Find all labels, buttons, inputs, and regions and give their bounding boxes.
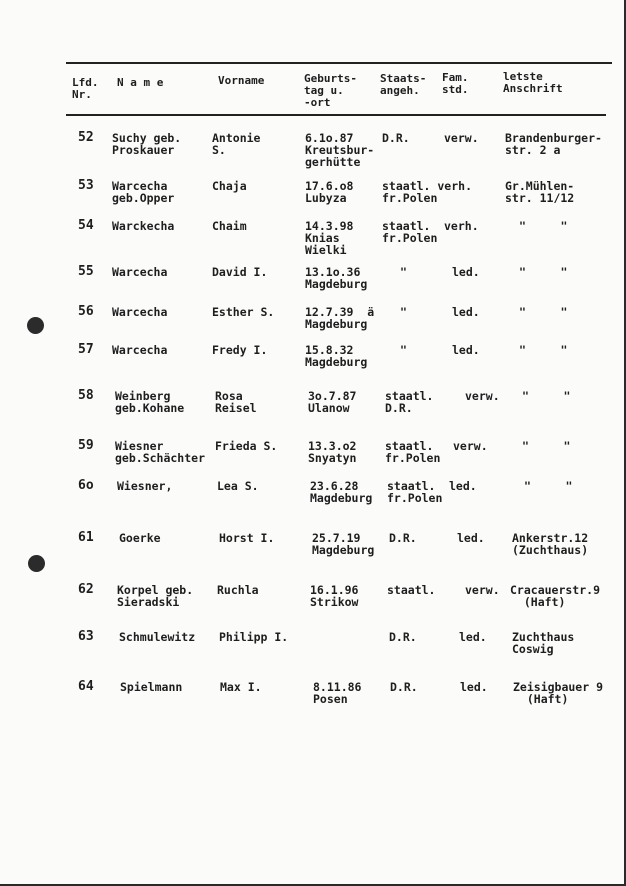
cell-nr: 57 [78,342,94,357]
cell-fam: led. [449,479,477,493]
cell-anschrift: " " [519,305,568,319]
cell-staat: staatl. fr.Polen [382,219,438,245]
cell-fam: verw. [444,131,479,145]
cell-fam: led. [457,531,485,545]
cell-staat: D.R. [390,680,418,694]
cell-staat: staatl. fr.Polen [387,479,443,505]
cell-staat: staatl. fr.Polen [385,439,441,465]
header-lfd-nr: Lfd. Nr. [72,76,99,101]
cell-staat: staatl. verh. fr.Polen [382,179,473,205]
cell-vorname: Ruchla [217,583,259,597]
cell-fam: led. [452,343,480,357]
cell-fam: verh. [444,219,479,233]
cell-geburt: 6.1o.87 Kreutsbur- gerhütte [305,131,375,169]
cell-geburt: 8.11.86 Posen [313,680,362,706]
cell-nr: 6o [78,478,94,493]
cell-anschrift: " " [519,265,568,279]
cell-name: Warckecha [112,219,175,233]
cell-nr: 58 [78,388,94,403]
cell-nr: 61 [78,530,94,545]
cell-nr: 63 [78,629,94,644]
cell-name: Warcecha [112,265,168,279]
cell-geburt: 25.7.19 Magdeburg [312,531,375,557]
cell-name: Korpel geb. Sieradski [117,583,194,609]
cell-nr: 62 [78,582,94,597]
header-geburt: Geburts- tag u. -ort [304,72,357,109]
punch-hole-top [27,317,44,334]
cell-fam: verw. [465,583,500,597]
cell-geburt: 17.6.o8 Lubyza [305,179,354,205]
cell-geburt: 15.8.32 Magdeburg [305,343,368,369]
cell-fam: led. [452,265,480,279]
cell-staat: staatl. [387,583,436,597]
cell-anschrift: Zuchthaus Coswig [512,630,575,656]
cell-fam: verw. [465,389,500,403]
cell-geburt: 23.6.28 Magdeburg [310,479,373,505]
cell-nr: 53 [78,178,94,193]
cell-fam: verw. [453,439,488,453]
cell-name: Suchy geb. Proskauer [112,131,182,157]
cell-staat: D.R. [389,630,417,644]
cell-vorname: David I. [212,265,268,279]
cell-geburt: 13.1o.36 Magdeburg [305,265,368,291]
cell-name: Warcecha [112,305,168,319]
cell-fam: led. [452,305,480,319]
cell-fam: led. [459,630,487,644]
cell-vorname: Rosa Reisel [215,389,257,415]
cell-vorname: Max I. [220,680,262,694]
cell-vorname: Lea S. [217,479,259,493]
cell-name: Wiesner geb.Schächter [115,439,206,465]
cell-nr: 59 [78,438,94,453]
cell-staat: " [400,265,407,279]
cell-nr: 55 [78,264,94,279]
cell-anschrift: Ankerstr.12 (Zuchthaus) [512,531,589,557]
cell-staat: staatl. D.R. [385,389,434,415]
cell-name: Schmulewitz [119,630,196,644]
cell-anschrift: Brandenburger- str. 2 a [505,131,602,157]
cell-name: Warcecha [112,343,168,357]
cell-staat: D.R. [382,131,410,145]
cell-anschrift: Cracauerstr.9 (Haft) [510,583,601,609]
cell-nr: 52 [78,130,94,145]
cell-vorname: Fredy I. [212,343,268,357]
cell-geburt: 12.7.39 ä Magdeburg [305,305,375,331]
header-bottom-rule [66,114,606,116]
cell-geburt: 14.3.98 Knias Wielki [305,219,354,257]
cell-anschrift: " " [522,439,571,453]
cell-vorname: Esther S. [212,305,275,319]
header-familienstand: Fam. std. [442,71,469,96]
cell-staat: " [400,343,407,357]
cell-vorname: Frieda S. [215,439,278,453]
cell-vorname: Horst I. [219,531,275,545]
cell-name: Spielmann [120,680,183,694]
header-anschrift: letste Anschrift [503,70,563,95]
cell-name: Weinberg geb.Kohane [115,389,185,415]
cell-nr: 56 [78,304,94,319]
header-name: N a m e [117,76,164,89]
cell-staat: " [400,305,407,319]
cell-vorname: Chaim [212,219,247,233]
cell-fam: led. [460,680,488,694]
punch-hole-bottom [28,555,45,572]
cell-vorname: Chaja [212,179,247,193]
header-vorname: Vorname [218,74,265,87]
cell-nr: 54 [78,218,94,233]
cell-geburt: 3o.7.87 Ulanow [308,389,357,415]
header-top-rule [66,62,612,64]
cell-name: Wiesner, [117,479,173,493]
cell-name: Warcecha geb.Opper [112,179,175,205]
cell-anschrift: " " [519,343,568,357]
cell-anschrift: " " [519,219,568,233]
header-staatsangehoerigkeit: Staats- angeh. [380,72,427,97]
cell-anschrift: " " [524,479,573,493]
cell-geburt: 13.3.o2 Snyatyn [308,439,357,465]
cell-anschrift: Zeisigbauer 9 (Haft) [513,680,604,706]
cell-anschrift: " " [522,389,571,403]
cell-geburt: 16.1.96 Strikow [310,583,359,609]
cell-anschrift: Gr.Mühlen- str. 11/12 [505,179,575,205]
cell-nr: 64 [78,679,94,694]
cell-vorname: Antonie S. [212,131,261,157]
cell-vorname: Philipp I. [219,630,289,644]
cell-staat: D.R. [389,531,417,545]
cell-name: Goerke [119,531,161,545]
